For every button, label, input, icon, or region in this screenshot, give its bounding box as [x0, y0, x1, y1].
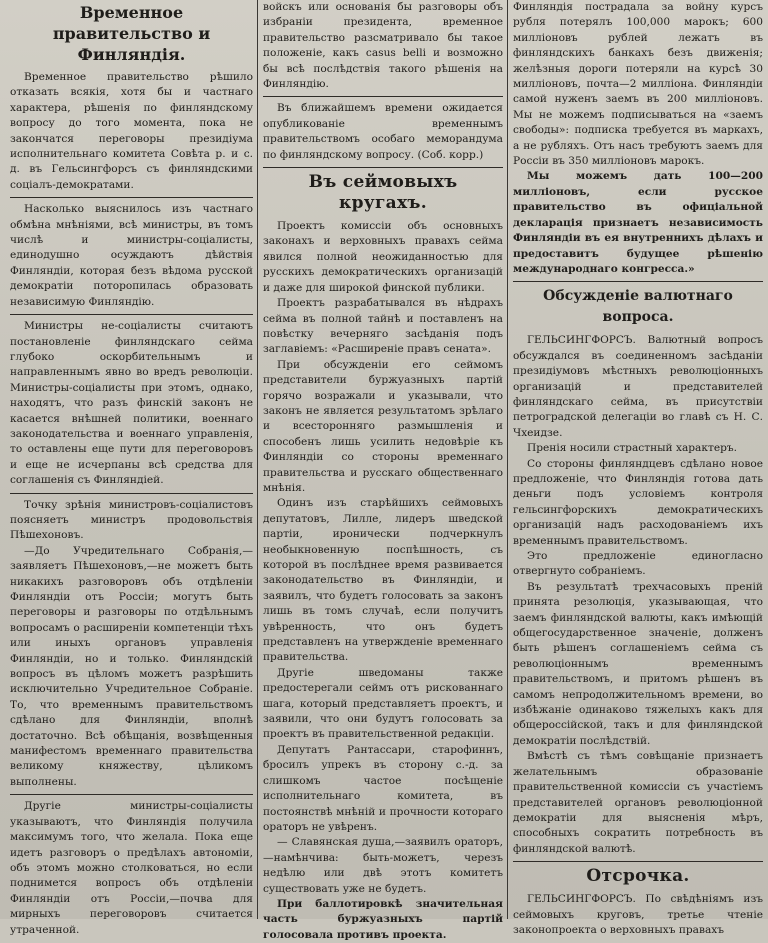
paragraph: Проектъ разрабатывался въ нѣдрахъ сейма въ полной тайнѣ и поставленъ на повѣстку вечерняго засѣданія подъ заглавіемъ: «Расширеніе правъ сената».: [263, 297, 503, 356]
paragraph: Точку зрѣнія министровъ-соціалистовъ поясняетъ министръ продовольствія Пѣшехоновъ.: [10, 498, 253, 542]
divider: [513, 861, 763, 862]
paragraph: При баллотировкѣ значительная часть буржуазныхъ партій голосовала противъ проекта.: [263, 897, 503, 941]
column-rule: [257, 0, 258, 919]
column-middle: [263, 0, 503, 941]
paragraph: Въ результатѣ трехчасовыхъ преній принята резолюція, указывающая, что заемъ финляндской валюты, какъ имѣющій общегосударственное значеніе, долженъ быть рѣшенъ соглашеніемъ сейма съ революціоннымъ временнымъ правительствомъ, и притомъ рѣшенъ въ самомъ непродолжительномъ времени, во избѣжаніе одинаково тяжелыхъ какъ для общероссійской, такъ и для финляндской демократіи послѣдствій.: [513, 580, 763, 747]
paragraph: войскъ или основанія бы разговоры объ избраніи президента, временное правительство разсматривало бы такое положеніе, какъ casus belli и возможно бы всѣ послѣдствія такого рѣшенія на Финляндію.: [263, 1, 503, 91]
paragraph-bold: Мы можемъ дать 100—200 милліоновъ, если русское правительство въ офиціальной декларація признаетъ независимость Финляндіи въ ея внутреннихъ дѣлахъ и предоставитъ будущее рѣшенію международнаго конгресса.»: [513, 170, 763, 275]
paragraph: Въ ближайшемъ времени ожидается опубликованіе временнымъ правительствомъ особаго меморандума по финляндскому вопросу. (Соб. корр.): [263, 102, 503, 161]
divider: [10, 493, 253, 494]
paragraph: При обсужденіи его сеймомъ представители буржуазныхъ партій горячо возражали и указывали, что законъ не является результатомъ зрѣлаго и всесторонняго размышленія и способенъ лишь усилить недовѣріе къ Финляндіи со стороны временнаго правительства и русскаго общественнаго мнѣнія.: [263, 358, 503, 494]
paragraph: Финляндія пострадала за войну курсъ рубля потерялъ 100,000 марокъ; 600 милліоновъ рублей лежатъ въ финляндскихъ банкахъ безъ движенія; желѣзныя дороги потеряли на курсѣ 30 милліоновъ, почта—2 милліона. Финляндіи самой нуженъ заемъ въ 200 милліоновъ. Мы не можемъ подписываться на «заемъ свободы»: подписка требуется въ маркахъ, а не рубляхъ. Отъ насъ требуютъ заемъ для Россіи въ 350 милліоновъ марокъ.: [513, 1, 763, 168]
paragraph: Депутатъ Рантассари, старофиннъ, бросилъ упрекъ въ сторону с.-д. за слишкомъ частое посѣщеніе исполнительнаго комитета, въ постоянствѣ мнѣній и прочности котораго ораторъ не увѣренъ.: [263, 743, 503, 833]
headline-seim-circles: Въ сеймовыхъ кругахъ.: [308, 172, 458, 214]
paragraph: Одинъ изъ старѣйшихъ сеймовыхъ депутатовъ, Лилле, лидеръ шведской партіи, иронически подчеркнулъ необыкновенную поспѣшность, съ которой въ послѣднее время развивается законодательство въ Финляндіи, и заявилъ, что будетъ голосовать за законъ лишь въ томъ случаѣ, если получитъ увѣренность, что онъ будетъ представленъ на утвержденіе временнаго правительства.: [263, 497, 503, 664]
divider: [10, 197, 253, 198]
paragraph: Пренія носили страстный характеръ.: [527, 442, 738, 455]
column-rule: [507, 0, 508, 919]
paragraph: ГЕЛЬСИНГФОРСЪ. По свѣдѣніямъ изъ сеймовыхъ круговъ, третье чтеніе законопроекта о верховныхъ правахъ: [513, 893, 763, 936]
paragraph: ГЕЛЬСИНГФОРСЪ. Валютный вопросъ обсуждался въ соединенномъ засѣданіи президіумовъ мѣстныхъ революціонныхъ организацій и представителей финляндскаго сейма, въ присутствіи петроградской делегаціи во главѣ съ Н. С. Чхеидзе.: [513, 334, 763, 439]
headline-currency-question: Обсужденіе валютнаго вопроса.: [543, 288, 733, 326]
paragraph: Насколько выяснилось изъ частнаго обмѣна мнѣніями, всѣ министры, въ томъ числѣ и министры-соціалисты, единодушно осуждаютъ дѣйствія Финляндіи, которая безъ вѣдома русской демократіи поторопилась образовать независимую Финляндію.: [10, 203, 253, 308]
divider: [10, 794, 253, 795]
divider: [513, 281, 763, 282]
paragraph: Временное правительство рѣшило отказать всякія, хотя бы и частнаго характера, рѣшенія по финляндскому вопросу до того момента, пока не закончатся переговоры президіума исполнительнаго комитета Совѣта р. и с. д. въ Гельсингфорсъ съ финляндскими соціалъ-демократами.: [10, 71, 253, 191]
column-right: [513, 0, 763, 936]
paragraph: Министры не-соціалисты считаютъ постановленіе финляндскаго сейма глубоко оскорбительнымъ и направленнымъ явно во вредъ революціи. Министры-соціалисты при этомъ, однако, находятъ, что разъ финскій законъ не касается внѣшней политики, военнаго законодательства и военнаго управленія, то оставлены еще пути для переговоровъ и еще не исчерпаны всѣ средства для соглашенія съ Финляндіей.: [10, 320, 253, 487]
headline-postponement: Отсрочка.: [586, 866, 690, 887]
paragraph: Со стороны финляндцевъ сдѣлано новое предложеніе, что Финляндія готова дать деньги подъ условіемъ контроля гельсингфорскихъ демократическихъ организацій надъ расходованіемъ ихъ временнымъ правительствомъ.: [513, 457, 763, 547]
paragraph: Проектъ комиссіи объ основныхъ законахъ и верховныхъ правахъ сейма явился полной неожиданностью для русскихъ демократическихъ организацій и даже для широкой финской публики.: [263, 220, 503, 294]
headline-government-finland: Временное правительство и Финляндія.: [52, 3, 211, 64]
divider: [263, 167, 503, 168]
paragraph: Вмѣстѣ съ тѣмъ совѣщаніе признаетъ желательнымъ образованіе правительственной комиссіи съ участіемъ представителей органовъ революціонной демократіи для выясненія мѣръ, способныхъ сократить потребность въ финляндской валютѣ.: [513, 750, 763, 855]
paragraph: Это предложеніе единогласно отвергнуто собраніемъ.: [513, 550, 763, 578]
paragraph: —До Учредительнаго Собранія,— заявляетъ Пѣшехоновъ,—не можетъ быть никакихъ разговоровъ объ отдѣленіи Финляндіи отъ Россіи; могутъ быть переговоры и разговоры по отдѣльнымъ вопросамъ о расширеніи компетенціи тѣхъ или иныхъ органовъ управленія Финляндіи, но и только. Финляндскій вопросъ въ цѣломъ можетъ разрѣшить исключительно Учредительное Собраніе. То, что временнымъ правительствомъ сдѣлано для Финляндіи, вполнѣ достаточно. Всѣ обѣщанія, возвѣщенныя манифестомъ временнаго правительства великому княжеству, цѣликомъ выполнены.: [10, 544, 253, 788]
divider: [263, 96, 503, 97]
paragraph: — Славянская душа,—заявилъ ораторъ,—намѣнчива: быть-можетъ, черезъ недѣлю или двѣ этотъ комитетъ существовать уже не будетъ.: [263, 836, 503, 895]
paragraph: Другіе министры-соціалисты указываютъ, что Финляндія получила максимумъ того, что желала. Пока еще идетъ разговоръ о предѣлахъ автономіи, объ этомъ можно столковаться, но если поднимется вопросъ объ отдѣленіи Финляндіи отъ Россіи,—почва для мирныхъ переговоровъ считается утраченной.: [10, 800, 253, 936]
paragraph: Другіе шведоманы также предостерегали сеймъ отъ рискованнаго шага, который представляетъ проектъ, и заявили, что они будутъ голосовать за проектъ въ правительственной редакціи.: [263, 666, 503, 741]
column-left: [10, 0, 253, 936]
divider: [10, 314, 253, 315]
